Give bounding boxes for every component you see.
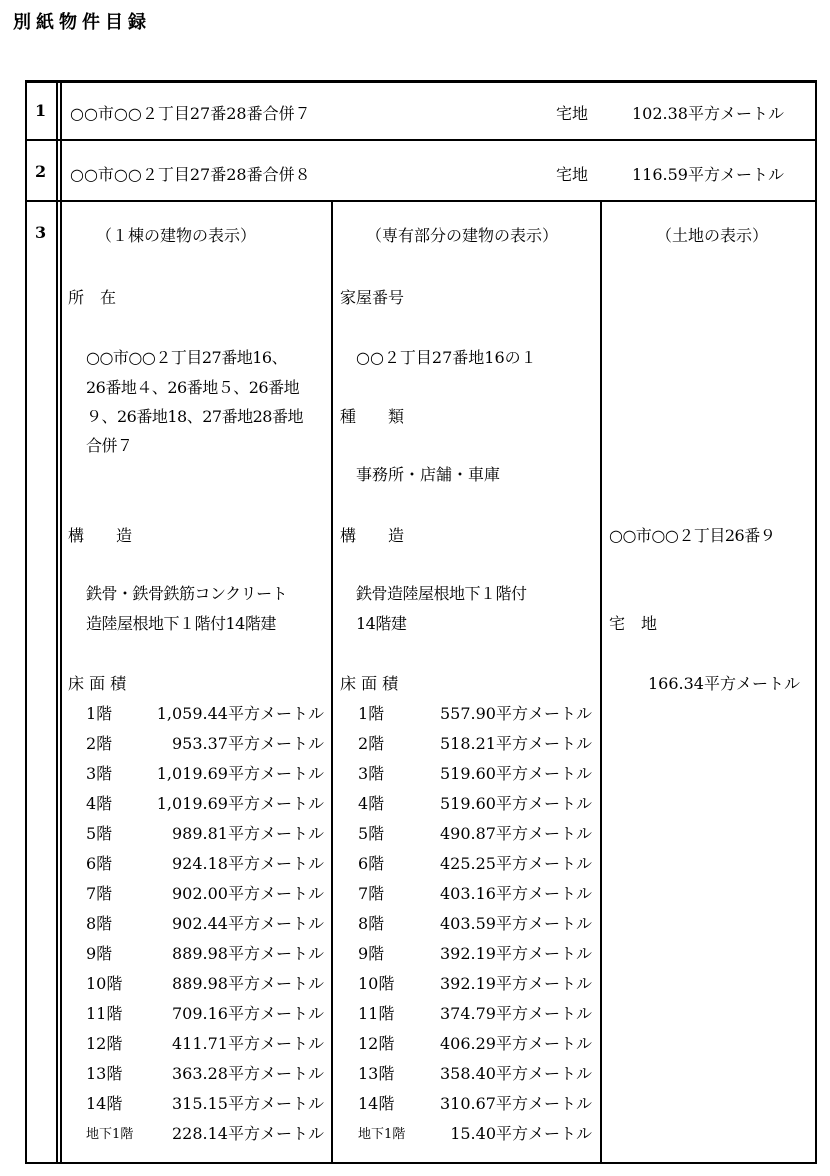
table-right-border xyxy=(815,80,817,1164)
floor-number: 4階 xyxy=(86,794,113,813)
floor-area-value: 411.71平方メートル xyxy=(172,1034,324,1053)
floor-number: 11階 xyxy=(358,1004,395,1023)
row-number: 1 xyxy=(35,101,47,120)
floor-area-label: 床 面 積 xyxy=(68,674,127,693)
row-address: ○○市○○２丁目27番28番合併７ xyxy=(70,104,311,123)
floor-area-value: 406.29平方メートル xyxy=(440,1034,592,1053)
floor-number: 2階 xyxy=(358,734,385,753)
floor-area-value: 363.28平方メートル xyxy=(172,1064,324,1083)
floor-number: 13階 xyxy=(86,1064,123,1083)
location-label: 所 在 xyxy=(68,288,117,307)
row-address: ○○市○○２丁目27番28番合併８ xyxy=(70,165,311,184)
floor-area-value: 953.37平方メートル xyxy=(172,734,324,753)
floor-area-value: 403.16平方メートル xyxy=(440,884,592,903)
floor-area-value: 1,019.69平方メートル xyxy=(156,764,324,783)
location-line: ９、26番地18、27番地28番地 xyxy=(86,407,303,426)
floor-area-value: 902.00平方メートル xyxy=(172,884,324,903)
floor-number: 5階 xyxy=(86,824,113,843)
location-line: 26番地４、26番地５、26番地 xyxy=(86,378,300,397)
floor-area-value: 557.90平方メートル xyxy=(440,704,592,723)
row3-column-divider-1 xyxy=(331,200,333,1164)
structure-label: 構 造 xyxy=(340,526,405,545)
location-line: 合併７ xyxy=(86,436,133,455)
floor-number: 8階 xyxy=(86,914,113,933)
floor-number: 9階 xyxy=(358,944,385,963)
floor-area-value: 403.59平方メートル xyxy=(440,914,592,933)
floor-area-value: 889.98平方メートル xyxy=(172,944,324,963)
land-category: 宅 地 xyxy=(609,614,658,633)
floor-area-value: 228.14平方メートル xyxy=(172,1124,324,1143)
land-area: 166.34平方メートル xyxy=(648,674,800,693)
structure-line: 鉄骨・鉄骨鉄筋コンクリート xyxy=(86,584,288,603)
floor-number: 12階 xyxy=(358,1034,395,1053)
floor-number: 7階 xyxy=(358,884,385,903)
floor-number: 2階 xyxy=(86,734,113,753)
floor-number: 地下1階 xyxy=(86,1127,134,1142)
floor-number: 6階 xyxy=(358,854,385,873)
floor-number: 3階 xyxy=(358,764,385,783)
structure-line: 造陸屋根地下１階付14階建 xyxy=(86,614,276,633)
floor-area-value: 519.60平方メートル xyxy=(440,764,592,783)
row3-column-divider-2 xyxy=(600,200,602,1164)
land-heading: （土地の表示） xyxy=(656,226,769,245)
structure-line: 鉄骨造陸屋根地下１階付 xyxy=(356,584,527,603)
floor-number: 1階 xyxy=(358,704,385,723)
floor-number: 1階 xyxy=(86,704,113,723)
number-column-divider xyxy=(56,80,58,1164)
floor-area-value: 924.18平方メートル xyxy=(172,854,324,873)
kind-value: 事務所・店舗・車庫 xyxy=(356,465,501,484)
row-category: 宅地 xyxy=(556,165,589,184)
floor-number: 10階 xyxy=(358,974,395,993)
table-top-border xyxy=(25,80,817,83)
floor-number: 7階 xyxy=(86,884,113,903)
floor-number: 8階 xyxy=(358,914,385,933)
house-number-label: 家屋番号 xyxy=(340,288,405,307)
floor-number: 12階 xyxy=(86,1034,123,1053)
kind-label: 種 類 xyxy=(340,407,405,426)
floor-area-value: 1,059.44平方メートル xyxy=(156,704,324,723)
row-number: 3 xyxy=(35,223,47,242)
floor-area-value: 989.81平方メートル xyxy=(172,824,324,843)
floor-area-value: 1,019.69平方メートル xyxy=(156,794,324,813)
floor-area-label: 床 面 積 xyxy=(340,674,399,693)
floor-area-value: 519.60平方メートル xyxy=(440,794,592,813)
floor-number: 5階 xyxy=(358,824,385,843)
floor-area-value: 310.67平方メートル xyxy=(440,1094,592,1113)
land-lot: ○○市○○２丁目26番９ xyxy=(609,526,776,545)
document-title: 別紙物件目録 xyxy=(13,12,151,33)
table-bottom-border xyxy=(25,1162,817,1164)
floor-area-value: 889.98平方メートル xyxy=(172,974,324,993)
row-area: 116.59平方メートル xyxy=(632,165,784,184)
floor-area-value: 15.40平方メートル xyxy=(450,1124,592,1143)
row-divider-2 xyxy=(25,200,817,202)
floor-area-value: 490.87平方メートル xyxy=(440,824,592,843)
floor-number: 9階 xyxy=(86,944,113,963)
floor-number: 11階 xyxy=(86,1004,123,1023)
number-column-divider-inner xyxy=(60,80,62,1164)
structure-line: 14階建 xyxy=(356,614,407,633)
floor-area-value: 425.25平方メートル xyxy=(440,854,592,873)
row-area: 102.38平方メートル xyxy=(632,104,784,123)
row-category: 宅地 xyxy=(556,104,589,123)
row-number: 2 xyxy=(35,162,47,181)
floor-number: 6階 xyxy=(86,854,113,873)
floor-number: 地下1階 xyxy=(358,1127,406,1142)
house-number: ○○２丁目27番地16の１ xyxy=(356,348,537,367)
floor-area-value: 902.44平方メートル xyxy=(172,914,324,933)
floor-number: 14階 xyxy=(86,1094,123,1113)
building-heading: （１棟の建物の表示） xyxy=(96,226,257,245)
floor-number: 14階 xyxy=(358,1094,395,1113)
floor-number: 10階 xyxy=(86,974,123,993)
floor-area-value: 358.40平方メートル xyxy=(440,1064,592,1083)
floor-area-value: 392.19平方メートル xyxy=(440,944,592,963)
floor-area-value: 709.16平方メートル xyxy=(172,1004,324,1023)
row-divider-1 xyxy=(25,139,817,141)
floor-area-value: 315.15平方メートル xyxy=(172,1094,324,1113)
location-line: ○○市○○２丁目27番地16、 xyxy=(86,348,288,367)
unit-heading: （専有部分の建物の表示） xyxy=(366,226,559,245)
floor-area-value: 392.19平方メートル xyxy=(440,974,592,993)
floor-area-value: 374.79平方メートル xyxy=(440,1004,592,1023)
floor-number: 13階 xyxy=(358,1064,395,1083)
floor-number: 3階 xyxy=(86,764,113,783)
structure-label: 構 造 xyxy=(68,526,133,545)
floor-area-value: 518.21平方メートル xyxy=(440,734,592,753)
table-left-border xyxy=(25,80,27,1164)
floor-number: 4階 xyxy=(358,794,385,813)
